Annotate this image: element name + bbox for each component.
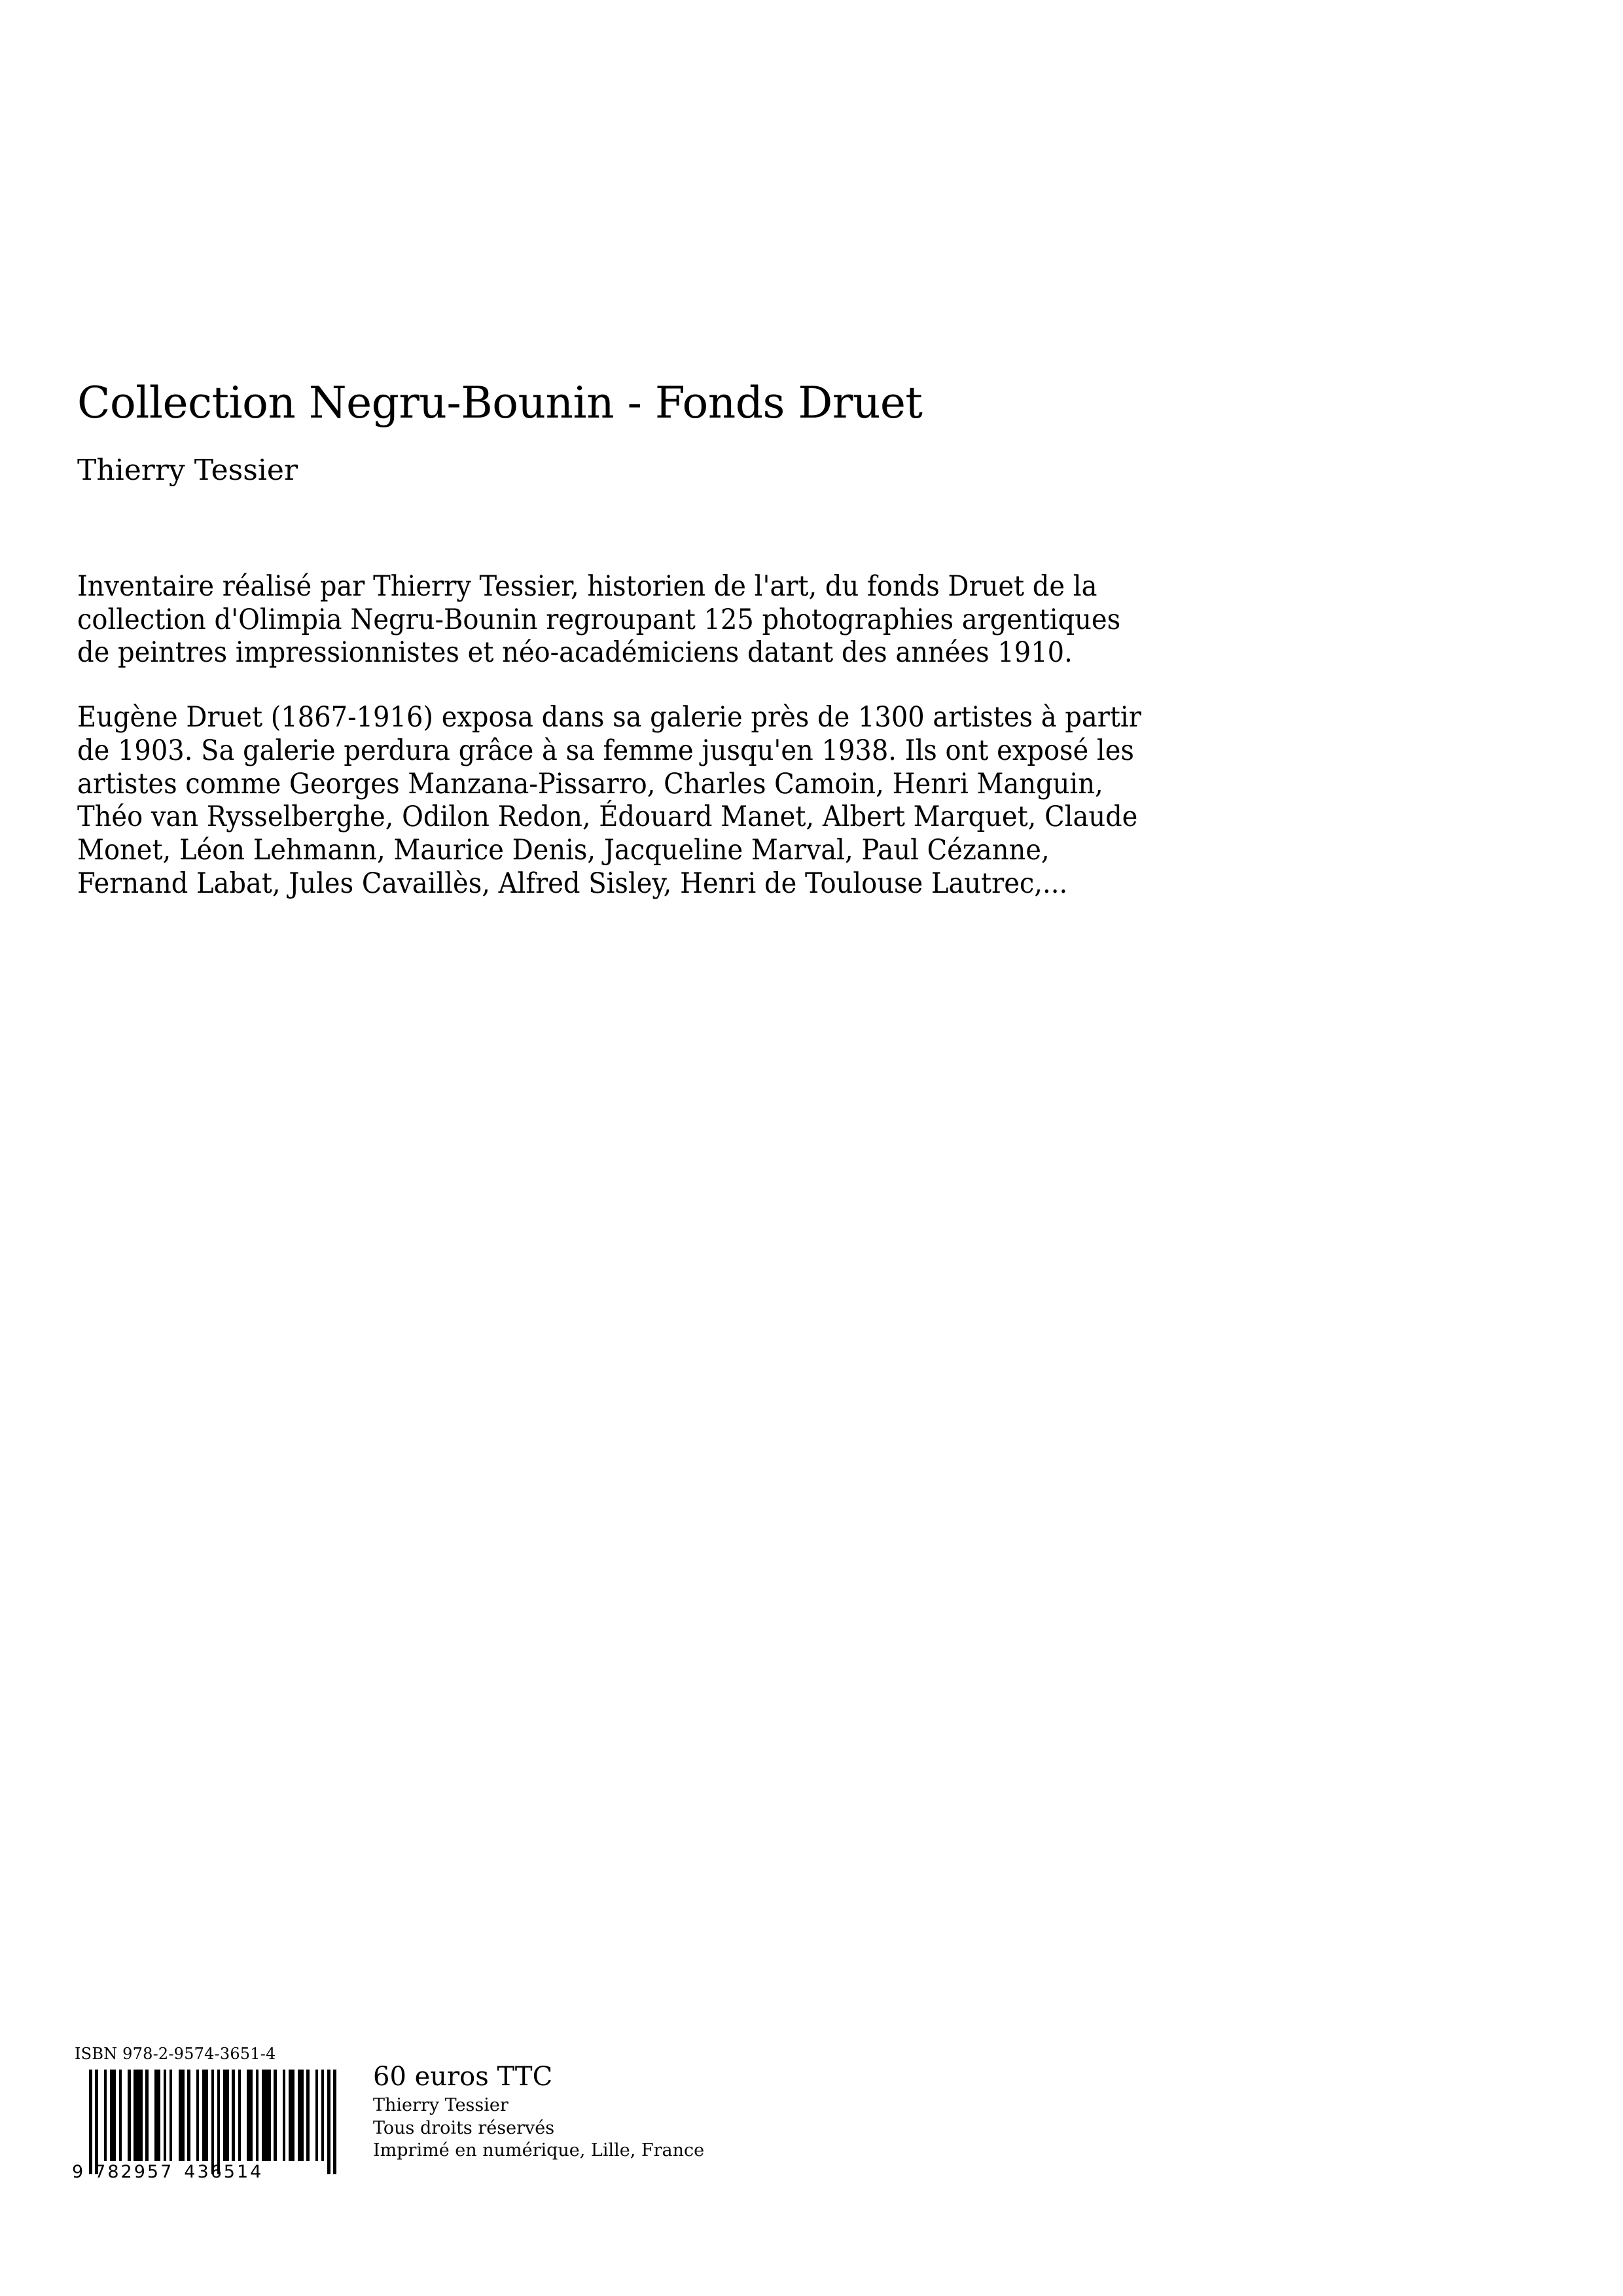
credit-author: Thierry Tessier (373, 2095, 508, 2116)
credit-rights: Tous droits réservés (373, 2117, 555, 2138)
page-title: Collection Negru-Bounin - Fonds Druet (77, 378, 923, 428)
description-block (77, 570, 1288, 901)
barcode-digit-lead: 9 (72, 2162, 86, 2182)
barcode-digits (72, 2162, 336, 2182)
description-paragraph-2: Eugène Druet (1867-1916) exposa dans sa galerie près de 1300 artistes à partir de 1903. Sa galerie perdura grâce à sa femme jusqu'en 1938. Ils ont exposé les artistes comme Georges Manzana-Pissarro, Charles Camoin, Henri Manguin, Théo van Rysselberghe, Odilon Redon, Édouard Manet, Albert Marquet, Claude Monet, Léon Lehmann, Maurice Denis, Jacqueline Marval, Paul Cézanne, Fernand Labat, Jules Cavaillès, Alfred Sisley, Henri de Toulouse Lautrec,... (77, 701, 1141, 900)
footer-block (71, 2045, 987, 2182)
isbn-label: ISBN 978-2-9574-3651-4 (75, 2045, 276, 2063)
price-label: 60 euros TTC (373, 2062, 553, 2092)
barcode-digits-right: 436514 (184, 2162, 264, 2182)
isbn-block (71, 2045, 332, 2182)
credit-print: Imprimé en numérique, Lille, France (373, 2140, 705, 2161)
barcode-digits-left: 782957 (94, 2162, 174, 2182)
barcode (72, 2070, 336, 2182)
barcode-bars (89, 2070, 336, 2161)
cover-content (77, 380, 1288, 901)
footer-credits (373, 2062, 704, 2179)
book-author: Thierry Tessier (77, 453, 298, 487)
description-paragraph-1: Inventaire réalisé par Thierry Tessier, historien de l'art, du fonds Druet de la collection d'Olimpia Negru-Bounin regroupant 125 photographies argentiques de peintres impressionnistes et néo-académiciens datant des années 1910. (77, 569, 1121, 670)
